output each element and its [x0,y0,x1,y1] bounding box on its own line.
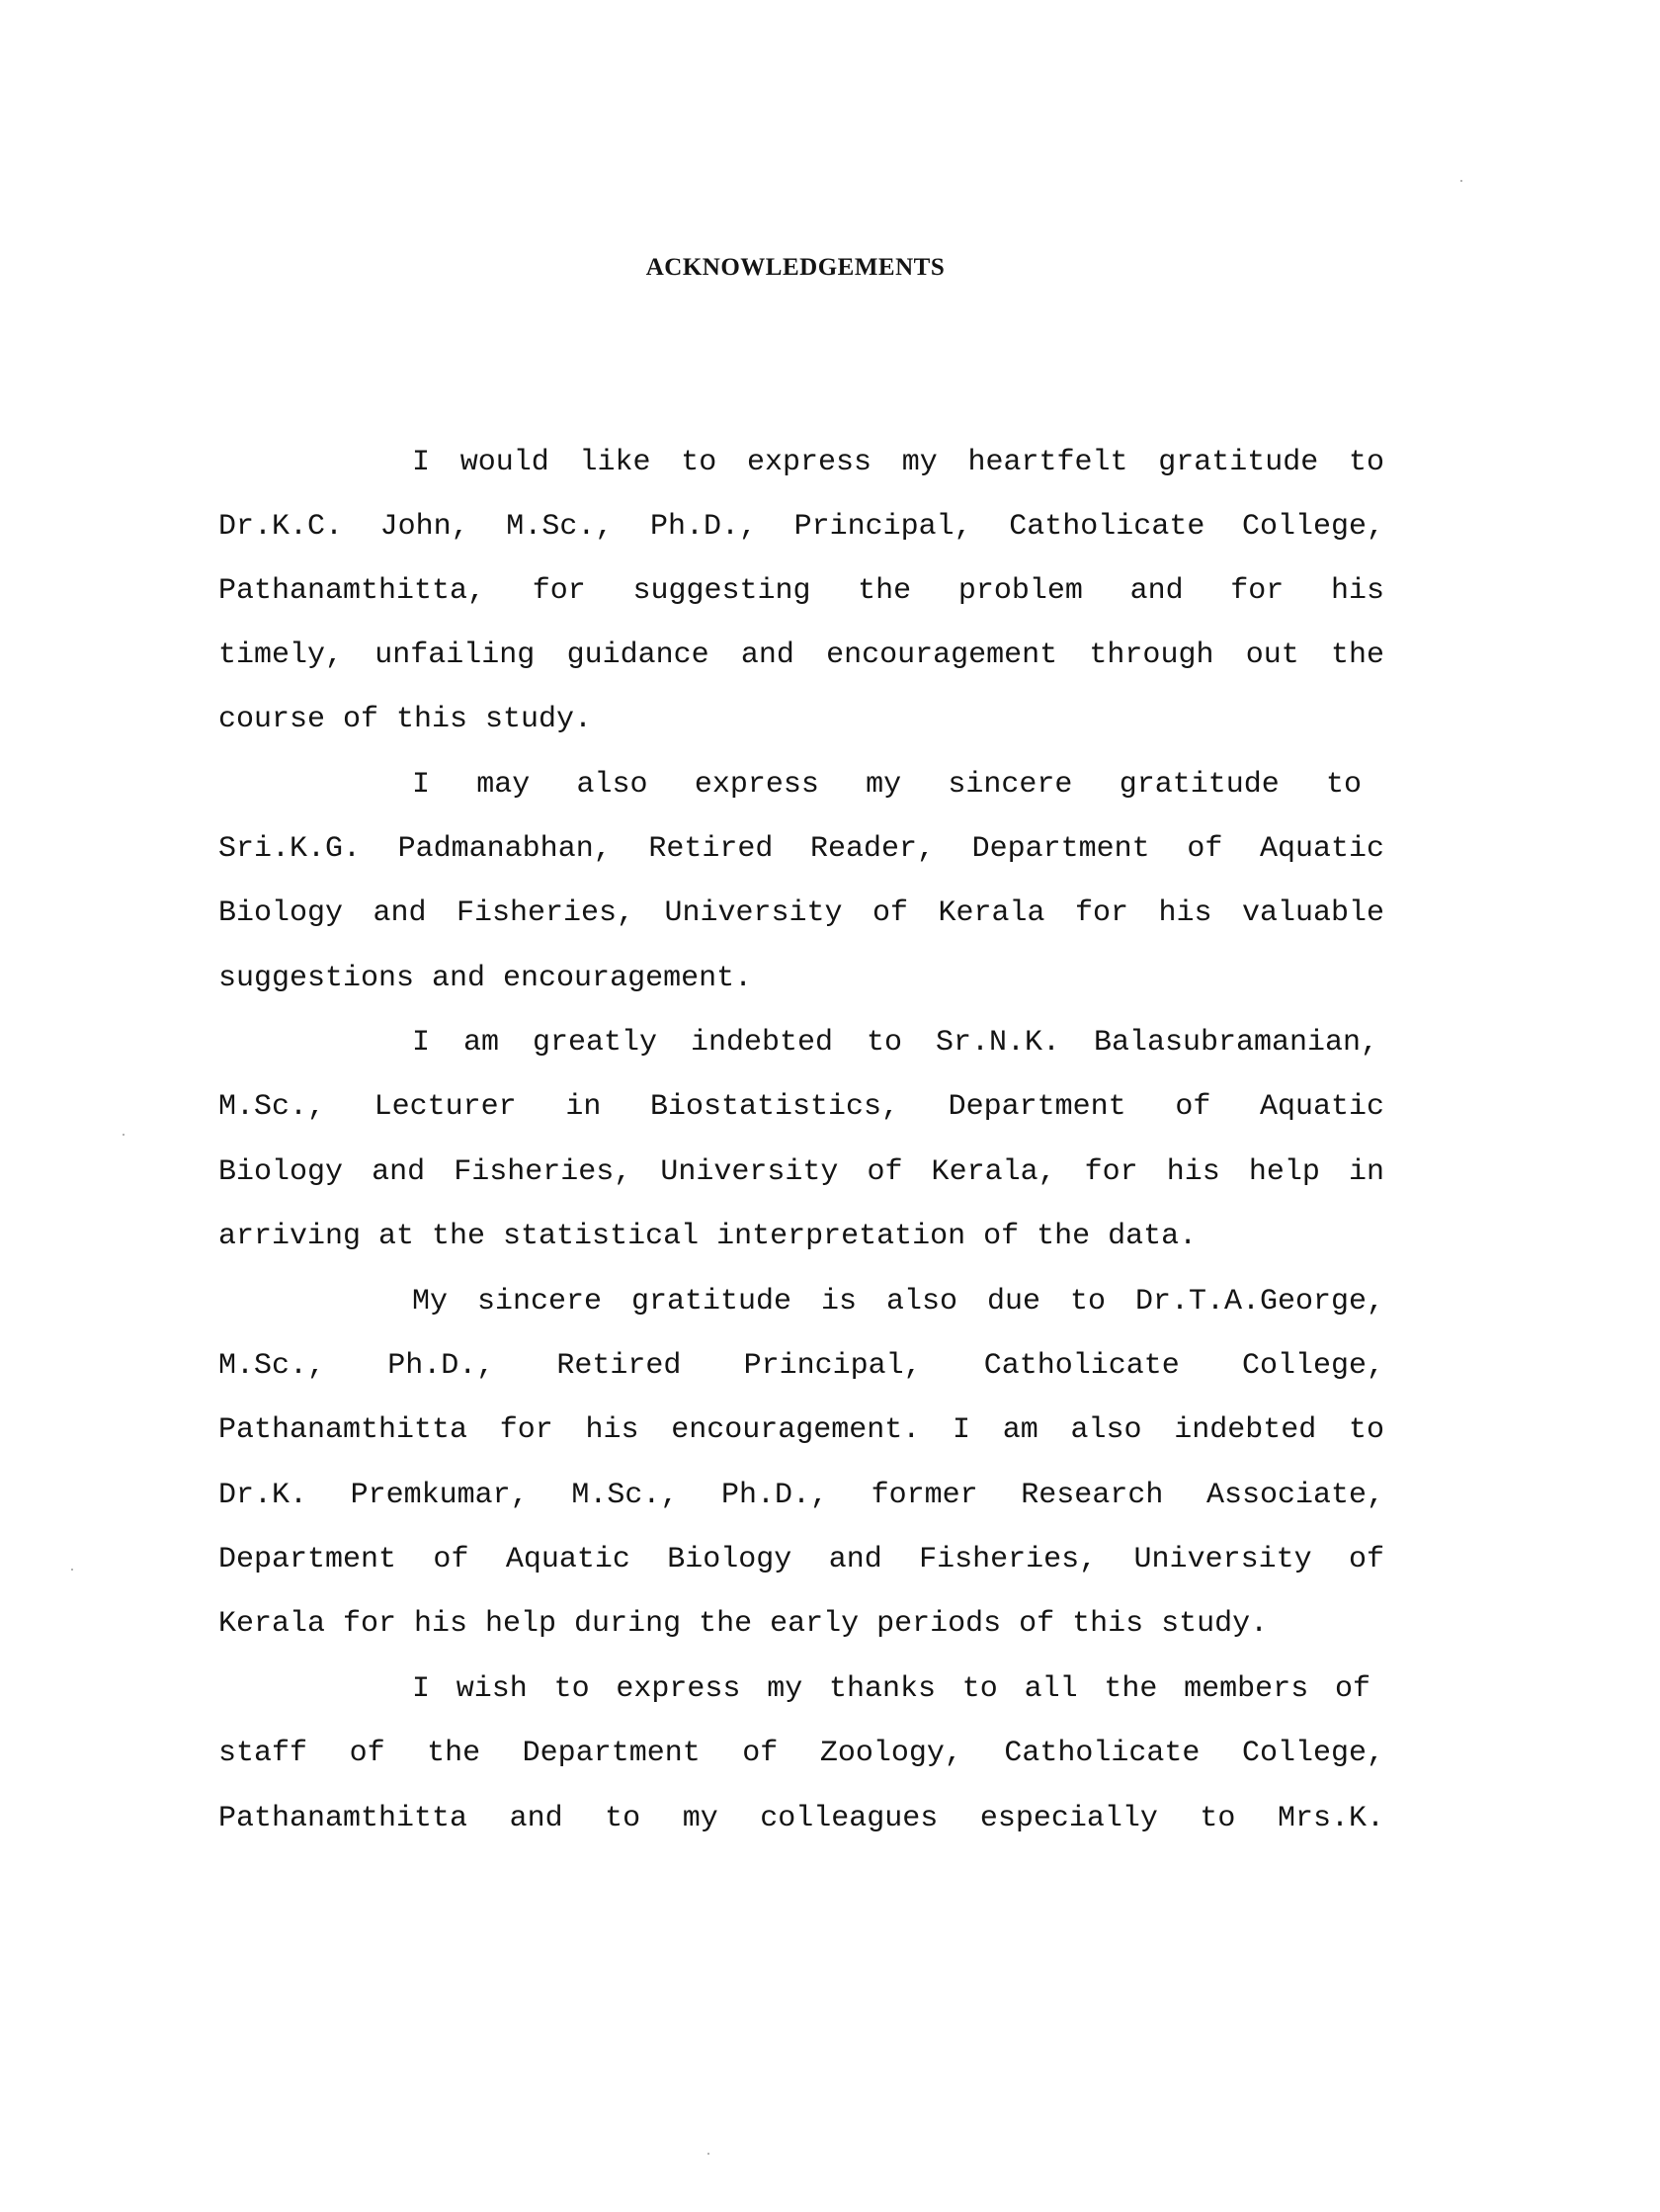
text-line: Department of Aquatic Biology and Fisheries, University of [218,1543,1384,1576]
text-line: Kerala for his help during the early periods of this study. [218,1607,1269,1641]
text-line: Sri.K.G. Padmanabhan, Retired Reader, Department of Aquatic [218,832,1384,866]
text-line: suggestions and encouragement. [218,962,753,995]
text-line: Biology and Fisheries, University of Kerala for his valuable [218,896,1384,930]
text-line: Dr.K. Premkumar, M.Sc., Ph.D., former Research Associate, [218,1479,1384,1512]
scan-speck [1460,180,1462,182]
text-line: Dr.K.C. John, M.Sc., Ph.D., Principal, Catholicate College, [218,510,1384,544]
scan-speck [707,2153,709,2155]
text-line: Pathanamthitta, for suggesting the problem and for his [218,574,1384,608]
scan-speck [71,1569,73,1571]
text-line: My sincere gratitude is also due to Dr.T.A.George, [412,1285,1384,1319]
text-line: staff of the Department of Zoology, Catholicate College, [218,1737,1384,1770]
text-line: Biology and Fisheries, University of Kerala, for his help in [218,1155,1384,1189]
text-line: I am greatly indebted to Sr.N.K. Balasubramanian, [412,1026,1378,1060]
scan-speck [123,1134,124,1136]
text-line: timely, unfailing guidance and encouragement through out the [218,638,1384,672]
text-line: I may also express my sincere gratitude to [412,768,1362,802]
text-line: arriving at the statistical interpretation of the data. [218,1220,1198,1253]
text-line: course of this study. [218,703,593,736]
text-line: Pathanamthitta and to my colleagues especially to Mrs.K. [218,1802,1384,1835]
text-line: M.Sc., Lecturer in Biostatistics, Department of Aquatic [218,1090,1384,1124]
text-line: Pathanamthitta for his encouragement. I am also indebted to [218,1413,1384,1447]
text-line: M.Sc., Ph.D., Retired Principal, Catholicate College, [218,1349,1384,1383]
text-line: I wish to express my thanks to all the members of [412,1672,1370,1706]
page-title: ACKNOWLEDGEMENTS [645,254,946,281]
text-line: I would like to express my heartfelt gratitude to [412,446,1384,479]
